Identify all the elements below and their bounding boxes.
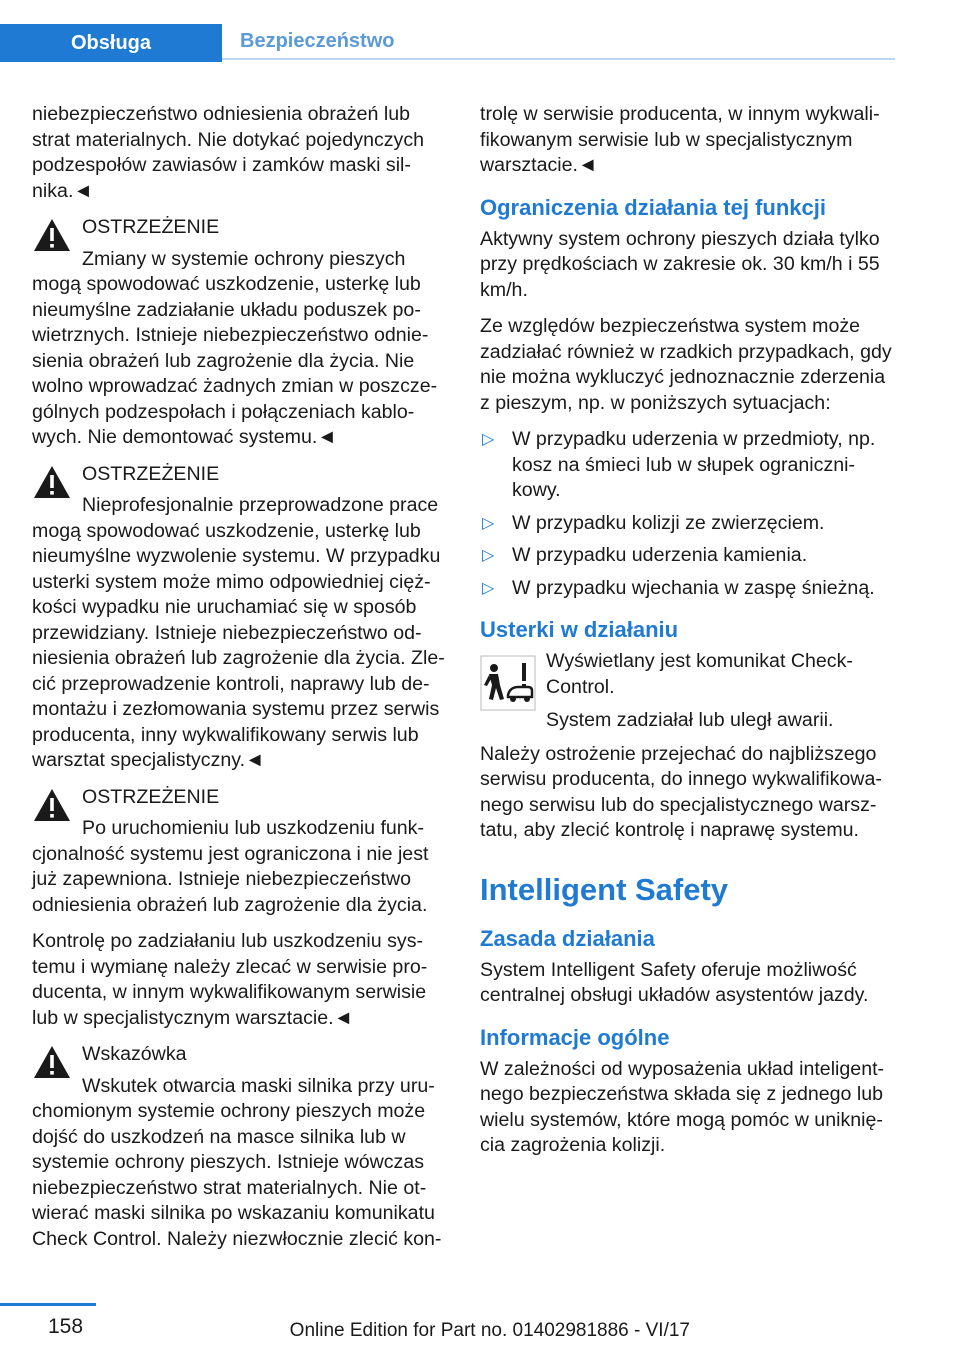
note-first-line: Wskutek otwarcia maski silnika przy uru- xyxy=(82,1074,435,1097)
paragraph-limits-1: Aktywny system ochrony pieszych działa tylko przy prędkościach w zakresie ok. 30 km/h i 55 km/h. xyxy=(480,227,880,301)
paragraph-limits-2: Ze względów bezpieczeństwa system może zadziałać również w rzadkich przypadkach, gdy nie można wykluczyć jednoznacznie zderzenia z pieszym, np. w poniższych sytuacjach: xyxy=(480,315,892,414)
paragraph-kontrole: Kontrolę po zadziałaniu lub uszkodzeniu sys-temu i wymianę należy zlecać w serwisie pro-ducenta, w innym wykwalifikowanym serwisie lub w specjalistycznym warsztacie.◄ xyxy=(32,930,428,1029)
heading-limits: Ograniczenia działania tej funkcji xyxy=(480,194,826,220)
fault-status: System zadziałał lub uległ awarii. xyxy=(546,709,834,731)
warning-block-2 xyxy=(32,462,450,774)
paragraph-general: W zależności od wyposażenia układ inteligent-nego bezpieczeństwa składa się z jednego lub wielu systemów, które mogą pomóc w uniknię-cia zagrożenia kolizji. xyxy=(480,1057,885,1156)
list-item xyxy=(480,427,895,504)
list-item-text: W przypadku kolizji ze zwierzęciem. xyxy=(512,511,825,534)
situations-list xyxy=(480,427,895,601)
left-column xyxy=(32,102,450,1263)
warning-block-3 xyxy=(32,785,450,919)
note-block xyxy=(32,1042,450,1252)
warning-triangle-icon xyxy=(32,464,72,500)
pedestrian-protection-icon xyxy=(480,655,536,711)
list-item xyxy=(480,543,895,569)
warning-text: mogą spowodować uszkodzenie, usterkę lub nieumyślne wyzwolenie systemu. W przypadku usterki system może mimo odpowiedniej cięż-kości wypadku nie uruchamiać się w sposób przewidziany. Istnieje niebezpieczeństwo od-niesienia obrażeń lub zagrożenie dla życia. Zle-cić przeprowadzenie kontroli, naprawy lub de-montażu i zezłomowania systemu przez serwis producenta, inny wykwalifikowany serwis lub warsztat specjalistyczny.◄ xyxy=(32,519,445,771)
paragraph-intro: niebezpieczeństwo odniesienia obrażeń lub strat materialnych. Nie dotykać pojedynczych podzespołów zawiasów i zamków maski sil-nika.◄ xyxy=(32,103,425,202)
warning-first-line: Zmiany w systemie ochrony pieszych xyxy=(82,247,406,270)
paragraph-fault-action: Należy ostrożenie przejechać do najbliższego serwisu producenta, do innego wykwalifikowa-nego serwisu lub do specjalistycznego warsz-tatu, aby zlecić kontrolę i naprawę systemu. xyxy=(480,742,882,841)
note-text: chomionym systemie ochrony pieszych może dojść do uszkodzeń na masce silnika lub w systemie ochrony pieszych. Istnieje wówczas niebezpieczeństwo strat materialnych. Nie ot-wierać maski silnika po wskazaniu komunikatu Check Control. Należy niezwłocznie zlecić kon- xyxy=(32,1100,442,1250)
warning-triangle-icon xyxy=(32,217,72,253)
triangle-bullet-icon: ▷ xyxy=(482,547,495,564)
warning-first-line: Po uruchomieniu lub uszkodzeniu funk- xyxy=(82,817,425,839)
right-column xyxy=(480,102,895,1170)
warning-text: cjonalność systemu jest ograniczona i nie jest już zapewniona. Istnieje niebezpieczeństwo odniesienia obrażeń lub zagrożenie dla życia. xyxy=(32,842,429,916)
list-item xyxy=(480,576,895,602)
warning-first-line: Nieprofesjonalnie przeprowadzone prace xyxy=(82,494,439,516)
triangle-bullet-icon: ▷ xyxy=(482,514,495,532)
warning-title: OSTRZEŻENIE xyxy=(82,462,220,485)
page-number: 158 xyxy=(48,1315,84,1338)
list-item-text: W przypadku uderzenia kamienia. xyxy=(512,544,808,566)
fault-block xyxy=(480,649,895,734)
footer-divider xyxy=(0,1303,96,1306)
heading-faults: Usterki w działaniu xyxy=(480,617,679,642)
heading-general: Informacje ogólne xyxy=(480,1024,670,1050)
warning-title: OSTRZEŻENIE xyxy=(82,785,220,808)
warning-triangle-icon xyxy=(32,1044,72,1080)
fault-message: Wyświetlany jest komunikat Check-Control. xyxy=(546,650,853,698)
paragraph-continued: trolę w serwisie producenta, w innym wykwali-fikowanym serwisie lub w specjalistycznym warsztacie.◄ xyxy=(480,103,880,176)
note-title: Wskazówka xyxy=(82,1043,187,1065)
list-item-text: W przypadku wjechania w zaspę śnieżną. xyxy=(512,576,875,599)
heading-intelligent-safety: Intelligent Safety xyxy=(480,871,729,907)
tab-bezpieczenstwo[interactable]: Bezpieczeństwo xyxy=(222,24,895,60)
triangle-bullet-icon: ▷ xyxy=(482,431,495,448)
tab-obsluga[interactable]: Obsługa xyxy=(0,24,222,62)
warning-triangle-icon xyxy=(32,787,72,823)
header-tabs xyxy=(0,24,895,62)
paragraph-principle: System Intelligent Safety oferuje możliwość centralnej obsługi układów asystentów jazdy. xyxy=(480,958,869,1006)
list-item xyxy=(480,511,895,537)
triangle-bullet-icon: ▷ xyxy=(482,579,495,597)
warning-title: OSTRZEŻENIE xyxy=(82,216,220,238)
edition-text: Online Edition for Part no. 01402981886 - VI/17 xyxy=(289,1320,690,1341)
warning-block-1 xyxy=(32,215,450,451)
heading-principle: Zasada działania xyxy=(480,925,655,951)
list-item-text: W przypadku uderzenia w przedmioty, np. kosz na śmieci lub w słupek ograniczni-kowy. xyxy=(512,428,876,501)
warning-text: mogą spowodować uszkodzenie, usterkę lub nieumyślne zadziałanie układu poduszek po-wietrznych. Istnieje niebezpieczeństwo odnie-sienia obrażeń lub zagrożenie dla życia. Nie wolno wprowadzać żadnych zmian w poszcze-gólnych podzespołach i połączeniach kablo-wych. Nie demontować systemu.◄ xyxy=(32,273,438,448)
